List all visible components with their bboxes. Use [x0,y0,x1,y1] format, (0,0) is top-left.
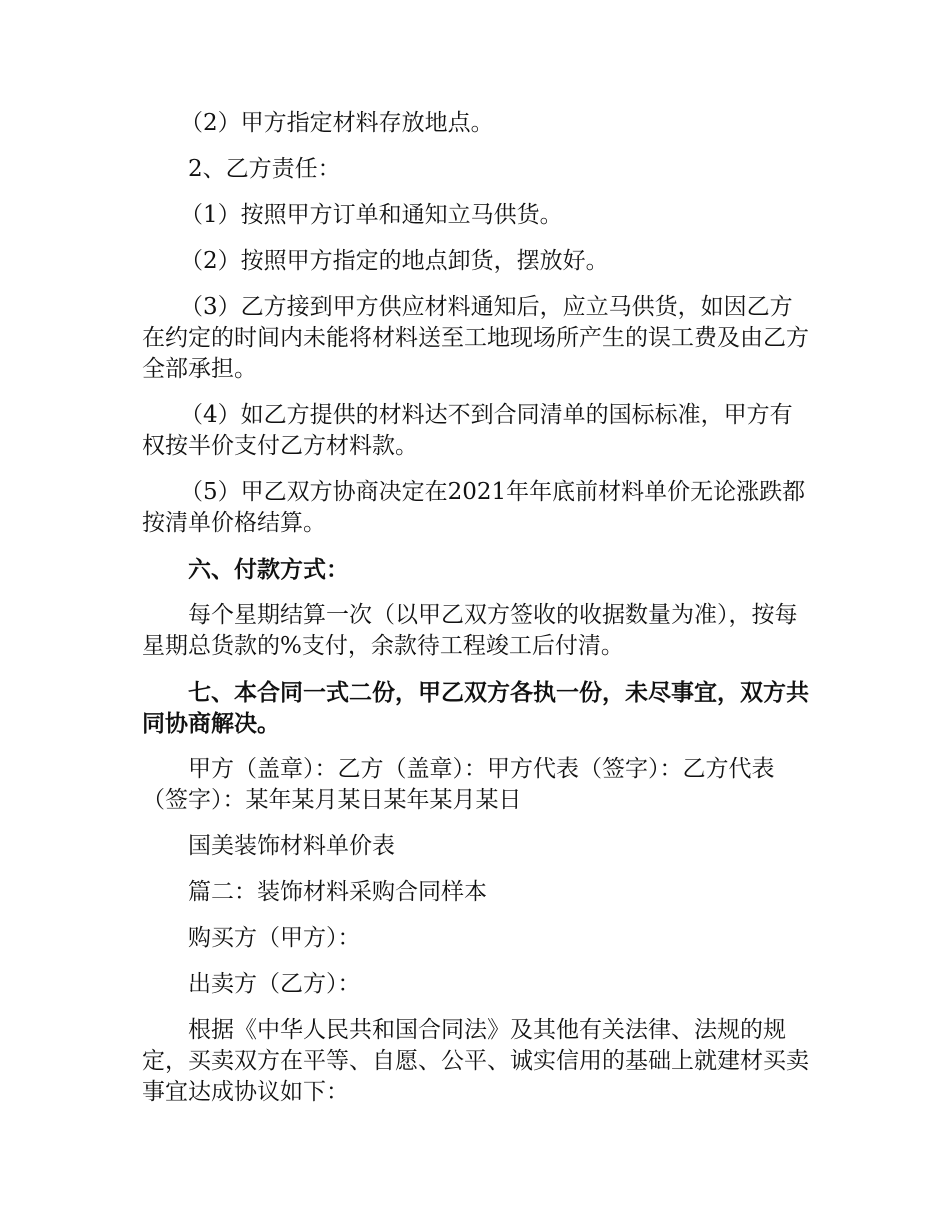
clause-b-5: （5）甲乙双方协商决定在2021年年底前材料单价无论涨跌都按清单价格结算。 [142,479,806,536]
clause-party-a-storage: （2）甲方指定材料存放地点。 [179,110,494,136]
section-payment-heading: 六、付款方式： [188,556,349,583]
signature-line: 甲方（盖章）：乙方（盖章）：甲方代表（签字）：乙方代表（签字）：某年某月某日某年某月某日 [142,756,775,813]
document-body [142,108,812,1123]
clause-b-1: （1）按照甲方订单和通知立马供货。 [179,202,563,228]
clause-b-2: （2）按照甲方指定的地点卸货，摆放好。 [179,248,609,274]
section-copies-heading: 七、本合同一式二份，甲乙双方各执一份，未尽事宜，双方共同协商解决。 [142,679,809,737]
clause-b-3: （3）乙方接到甲方供应材料通知后，应立马供货，如因乙方在约定的时间内未能将材料送至工地现场所产生的误工费及由乙方全部承担。 [142,294,809,382]
section-party-b-responsibility: 2、乙方责任： [188,156,341,182]
clause-b-4: （4）如乙方提供的材料达不到合同清单的国标标准，甲方有权按半价支付乙方材料款。 [142,402,793,459]
contract-preamble: 根据《中华人民共和国合同法》及其他有关法律、法规的规定，买卖双方在平等、自愿、公平、诚实信用的基础上就建材买卖事宜达成协议如下： [142,1017,809,1105]
price-table-title: 国美装饰材料单价表 [188,833,395,859]
buyer-line: 购买方（甲方）： [188,925,361,951]
payment-terms: 每个星期结算一次（以甲乙双方签收的收据数量为准），按每星期总货款的%支付，余款待工程竣工后付清。 [142,602,798,659]
part-two-title: 篇二：装饰材料采购合同样本 [188,879,487,905]
seller-line: 出卖方（乙方）： [188,971,361,997]
